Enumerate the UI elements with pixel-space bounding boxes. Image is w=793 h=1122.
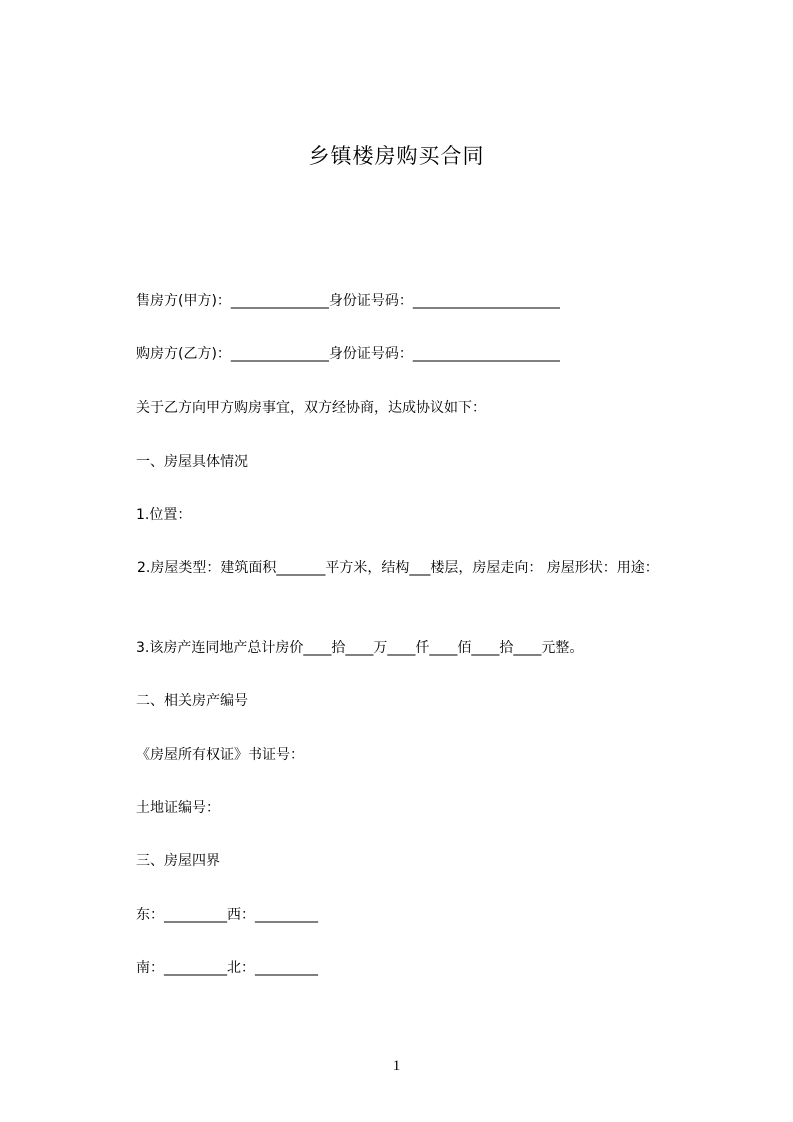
item-house-type: 2.房屋类型：建筑面积_______平方米，结构___楼层，房屋走向： 房屋形状：用途： [137,560,659,576]
item-location: 1.位置： [136,507,192,523]
section-heading-property-details: 一、房屋具体情况 [136,454,248,470]
section-heading-property-numbers: 二、相关房产编号 [136,693,248,709]
boundary-south-north: 南：_________北：_________ [136,960,318,976]
seller-line: 售房方(甲方)：______________身份证号码：_____________________ [136,293,560,309]
land-certificate-number: 土地证编号： [136,800,220,816]
buyer-line: 购房方(乙方)：______________身份证号码：_____________________ [136,346,560,362]
page-number: 1 [392,1058,401,1074]
section-heading-boundaries: 三、房屋四界 [136,853,220,869]
property-certificate-number: 《房屋所有权证》书证号： [136,747,304,763]
item-total-price: 3.该房产连同地产总计房价____拾____万____仟____佰____拾____元整。 [136,640,584,656]
boundary-east-west: 东：_________西：_________ [136,907,318,923]
page-title: 乡镇楼房购买合同 [308,144,485,168]
intro-paragraph: 关于乙方向甲方购房事宜，双方经协商，达成协议如下： [136,400,486,416]
